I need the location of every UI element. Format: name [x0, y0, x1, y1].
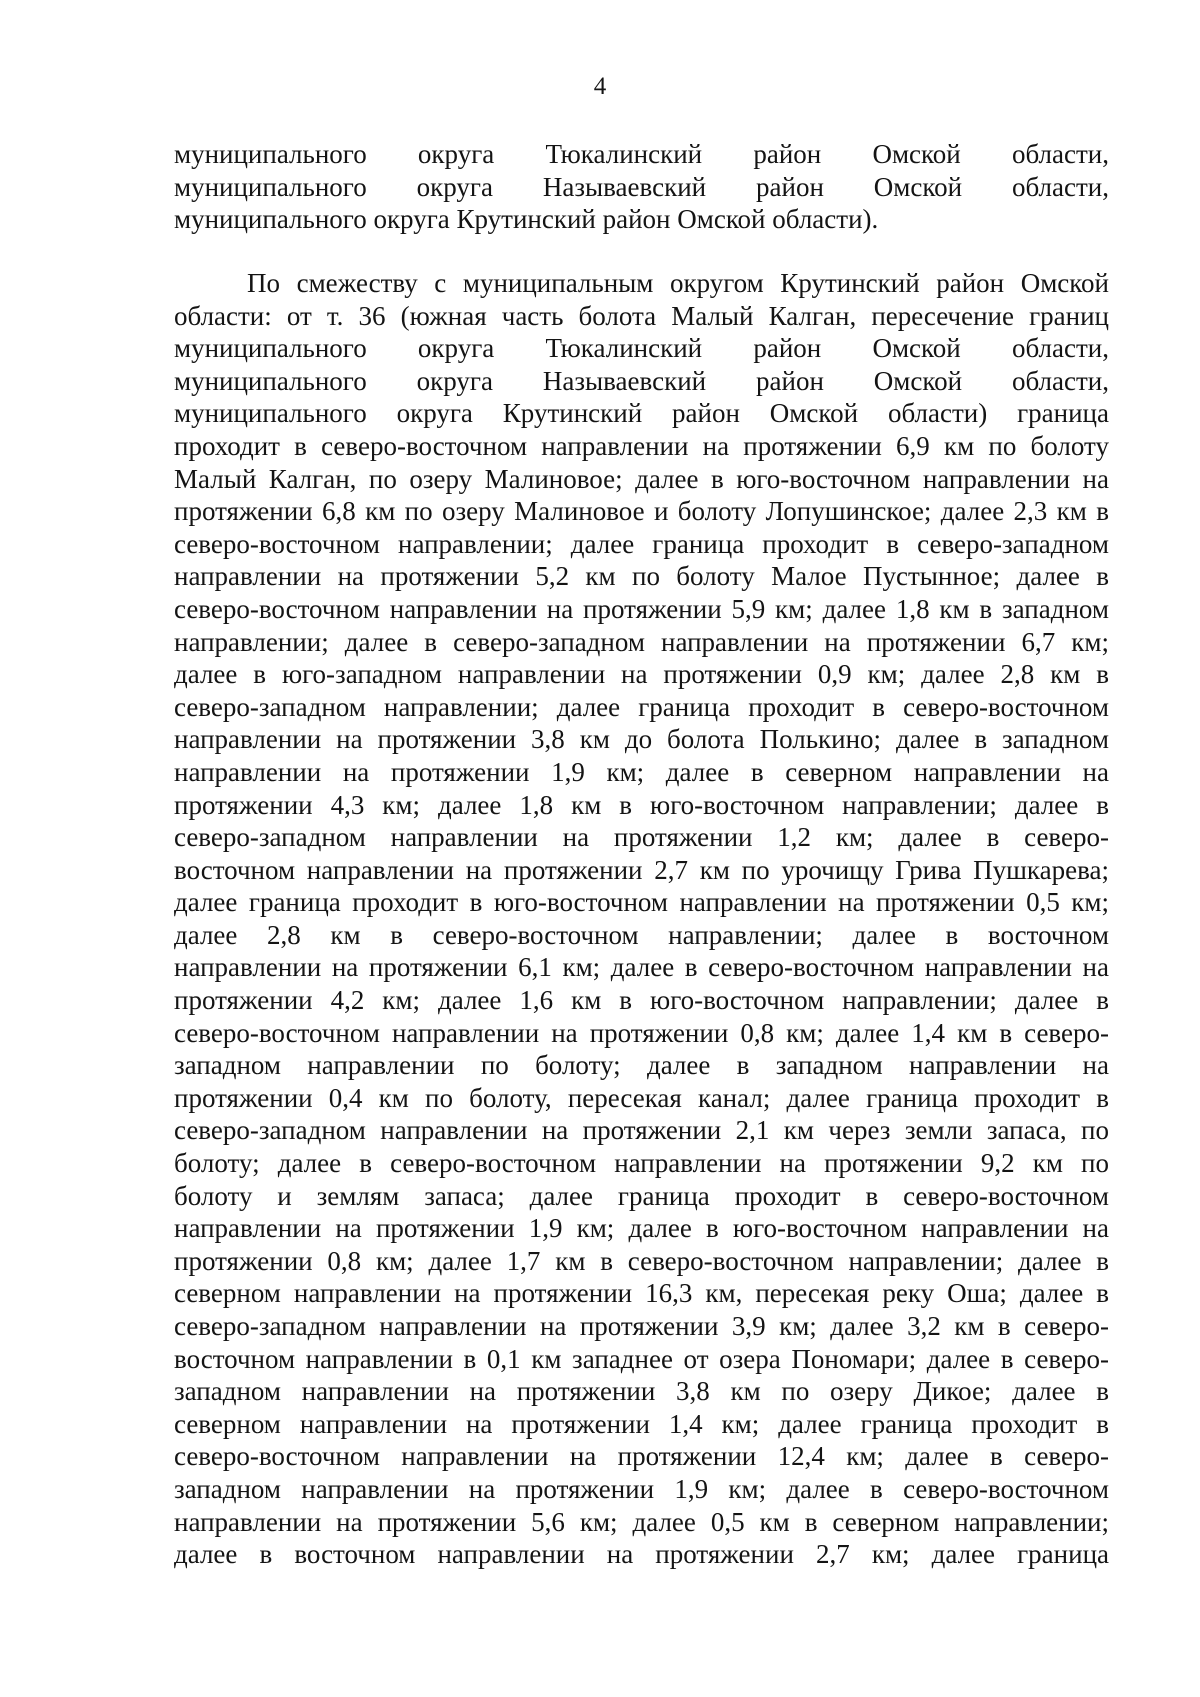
- text-line: По смежеству с муниципальным округом Крутинский район Омской: [247, 268, 1109, 298]
- text-line: направлении; далее в северо-западном направлении на протяжении 6,7 км;: [174, 626, 1109, 657]
- text-line: далее граница проходит в юго-восточном направлении на протяжении 0,5 км;: [174, 887, 1109, 918]
- text-line: северо-восточном направлении на протяжении 0,8 км; далее 1,4 км в северо-: [174, 1017, 1109, 1048]
- text-line: направлении на протяжении 5,6 км; далее 0,5 км в северном направлении;: [174, 1506, 1109, 1537]
- text-line: северном направлении на протяжении 1,4 км; далее граница проходит в: [174, 1408, 1109, 1439]
- text-line: направлении на протяжении 6,1 км; далее в северо-восточном направлении на: [174, 952, 1109, 983]
- text-line: северо-западном направлении на протяжении 3,9 км; далее 3,2 км в северо-: [174, 1311, 1109, 1341]
- text-line: Малый Калган, по озеру Малиновое; далее в юго-восточном направлении на: [174, 463, 1109, 494]
- text-line: далее в восточном направлении на протяжении 2,7 км; далее граница: [174, 1539, 1109, 1570]
- page-number: 4: [593, 73, 607, 100]
- text-line: протяжении 4,2 км; далее 1,6 км в юго-восточном направлении; далее в: [174, 985, 1109, 1016]
- text-line: восточном направлении на протяжении 2,7 км по урочищу Грива Пушкарева;: [174, 854, 1109, 885]
- text-line: северном направлении на протяжении 16,3 км, пересекая реку Оша; далее в: [174, 1278, 1109, 1309]
- text-line: направлении на протяжении 5,2 км по болоту Малое Пустынное; далее в: [174, 561, 1109, 592]
- text-line: восточном направлении в 0,1 км западнее от озера Пономари; далее в северо-: [174, 1343, 1109, 1374]
- text-line: западном направлении по болоту; далее в западном направлении на: [174, 1050, 1109, 1081]
- text-line: далее 2,8 км в северо-восточном направлении; далее в восточном: [174, 919, 1109, 950]
- text-line: муниципального округа Крутинский район Омской области) граница: [174, 398, 1109, 429]
- text-line: области: от т. 36 (южная часть болота Малый Калган, пересечение границ: [174, 300, 1109, 331]
- text-line: направлении на протяжении 1,9 км; далее в северном направлении на: [174, 756, 1109, 787]
- text-line: протяжении 4,3 км; далее 1,8 км в юго-восточном направлении; далее в: [174, 789, 1109, 820]
- text-line: северо-восточном направлении на протяжении 12,4 км; далее в северо-: [174, 1441, 1109, 1472]
- text-line: болоту; далее в северо-восточном направлении на протяжении 9,2 км по: [174, 1148, 1109, 1179]
- text-line: направлении на протяжении 3,8 км до болота Полькино; далее в западном: [174, 724, 1109, 755]
- text-line: протяжении 0,4 км по болоту, пересекая канал; далее граница проходит в: [174, 1082, 1109, 1113]
- text-line: западном направлении на протяжении 1,9 км; далее в северо-восточном: [174, 1473, 1109, 1504]
- text-line: проходит в северо-восточном направлении на протяжении 6,9 км по болоту: [174, 430, 1109, 461]
- text-line: северо-западном направлении на протяжении 1,2 км; далее в северо-: [174, 822, 1109, 853]
- text-line: протяжении 6,8 км по озеру Малиновое и болоту Лопушинское; далее 2,3 км в: [174, 496, 1109, 527]
- text-line: муниципального округа Тюкалинский район Омской области,: [174, 333, 1109, 364]
- text-line: болоту и землям запаса; далее граница проходит в северо-восточном: [174, 1180, 1109, 1211]
- text-line: протяжении 0,8 км; далее 1,7 км в северо-восточном направлении; далее в: [174, 1245, 1109, 1276]
- text-line: далее в юго-западном направлении на протяжении 0,9 км; далее 2,8 км в: [174, 659, 1109, 690]
- text-line: муниципального округа Крутинский район Омской области).: [174, 204, 879, 235]
- paragraph-2: [174, 267, 1109, 1571]
- paragraph-1: [174, 138, 1109, 236]
- text-line: северо-восточном направлении; далее граница проходит в северо-западном: [174, 528, 1109, 559]
- text-line: муниципального округа Называевский район Омской области,: [174, 365, 1109, 396]
- text-line: северо-западном направлении; далее граница проходит в северо-восточном: [174, 691, 1109, 722]
- text-line: направлении на протяжении 1,9 км; далее в юго-восточном направлении на: [174, 1213, 1109, 1244]
- text-line: северо-западном направлении на протяжении 2,1 км через земли запаса, по: [174, 1115, 1109, 1146]
- text-line: муниципального округа Называевский район Омской области,: [174, 171, 1109, 202]
- text-line: муниципального округа Тюкалинский район Омской области,: [174, 139, 1109, 169]
- text-line: западном направлении на протяжении 3,8 км по озеру Дикое; далее в: [174, 1376, 1109, 1407]
- text-line: северо-восточном направлении на протяжении 5,9 км; далее 1,8 км в западном: [174, 593, 1109, 624]
